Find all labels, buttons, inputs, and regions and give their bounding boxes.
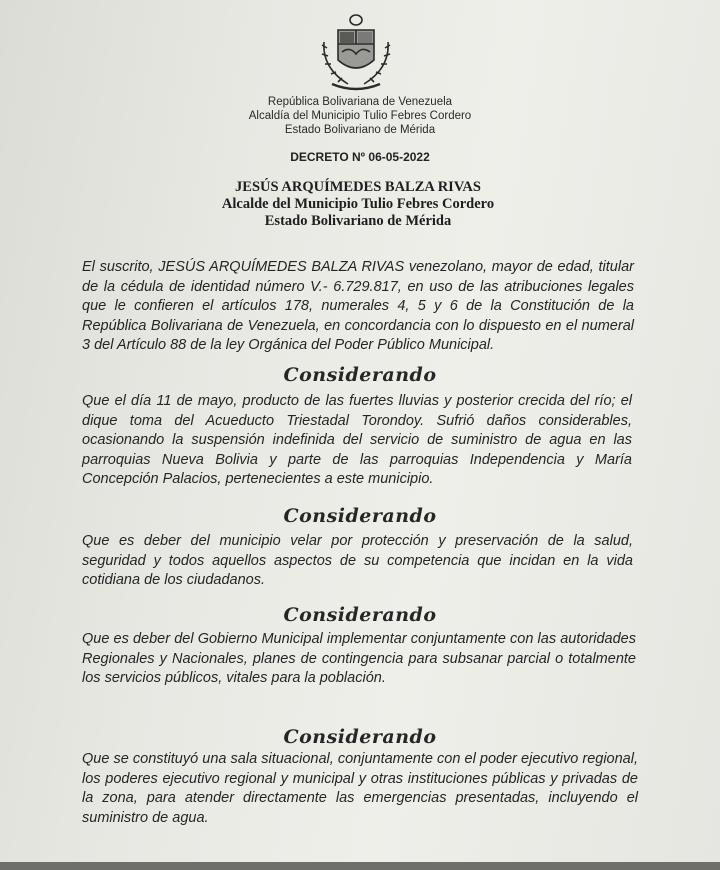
considerando-paragraph-3: Que es deber del Gobierno Municipal implementar conjuntamente con las autoridades Regionales y Nacionales, planes de contingencia para subsanar parcial o totalmente los servicios públicos, vitales para la población.	[82, 631, 636, 686]
mayor-title: Alcalde del Municipio Tulio Febres Cordero	[221, 196, 495, 212]
mayor-state: Estado Bolivariano de Mérida	[264, 213, 452, 229]
header-mayoralty: Alcaldía del Municipio Tulio Febres Cordero	[248, 110, 472, 122]
considerando-heading-1: Considerando	[283, 364, 437, 386]
header-country: República Bolivariana de Venezuela	[267, 96, 453, 108]
mayor-name: JESÚS ARQUÍMEDES BALZA RIVAS	[235, 179, 481, 195]
considerando-heading-4: Considerando	[283, 726, 437, 748]
intro-paragraph: El suscrito, JESÚS ARQUÍMEDES BALZA RIVAS venezolano, mayor de edad, titular de la cédula de identidad número V.- 6.729.817, en uso de las atribuciones legales que le confieren el artículos 178, numerales 4, 5 y 6 de la Constitución de la República Bolivariana de Venezuela, en concordancia con lo dispuesto en el numeral 3 del Artículo 88 de la ley Orgánica del Poder Público Municipal.	[82, 259, 634, 353]
considerando-paragraph-1: Que el día 11 de mayo, producto de las fuertes lluvias y posterior crecida del río; el dique toma del Acueducto Triestadal Torondoy. Sufrió daños considerables, ocasionando la suspensión indefinida del servicio de suministro de agua en las parroquias Nueva Bolivia y parte de las parroquias Independencia y María Concepción Palacios, pertenecientes a este municipio.	[82, 393, 632, 487]
considerando-paragraph-4: Que se constituyó una sala situacional, conjuntamente con el poder ejecutivo regional, los poderes ejecutivo regional y municipal y otras instituciones públicas y privadas de la zona, para atender directamente las emergencias presentadas, incluyendo el suministro de agua.	[82, 751, 638, 826]
considerando-paragraph-2: Que es deber del municipio velar por protección y preservación de la salud, seguridad y todos aquellos aspectos de su competencia que incidan en la vida cotidiana de los ciudadanos.	[82, 533, 633, 588]
background-edge	[0, 862, 720, 870]
considerando-heading-2: Considerando	[283, 505, 437, 527]
coat-of-arms-icon	[318, 12, 394, 94]
header-state: Estado Bolivariano de Mérida	[284, 124, 436, 136]
considerando-heading-3: Considerando	[283, 604, 437, 626]
decree-number: DECRETO Nº 06-05-2022	[290, 150, 430, 164]
